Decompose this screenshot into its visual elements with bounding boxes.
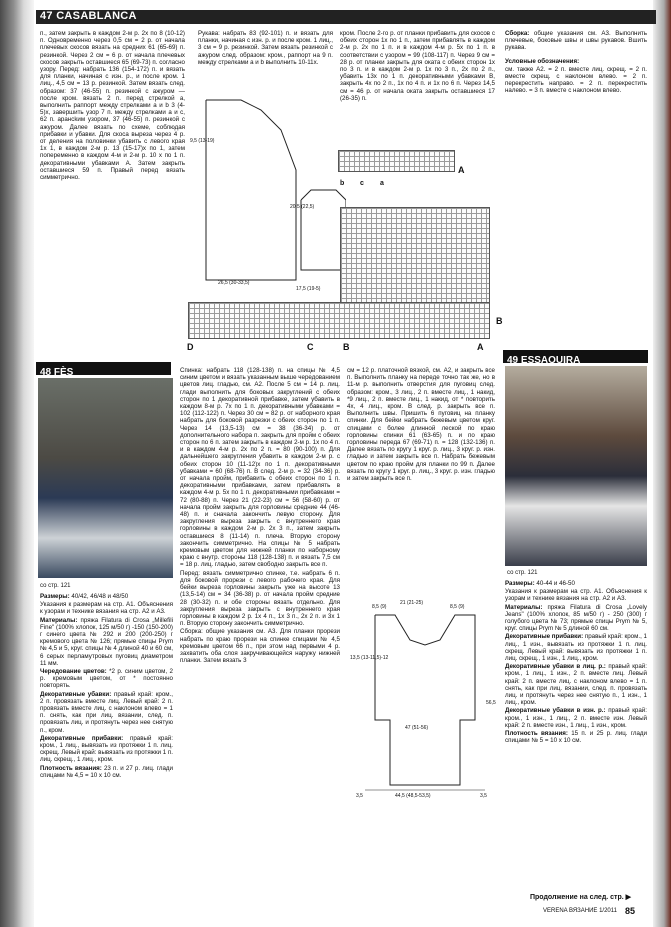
gauge-label-49: Плотность вязания:	[505, 730, 568, 738]
fes-dim-2: 21 (21-25)	[400, 600, 424, 606]
chart-arrow-b: b	[340, 180, 345, 187]
materials-48: пряжа Filatura di Crosa „Millefili Fine" (100% хлопок, 125 м/50 г) -150 (150-200) г синего цвета № 292 и 200 (200-250) г кремового цвета № 126; прямые спицы Prym № 4,5 и 5, круг. спицы № 4 длиной 40 и 60 см, 6 серых перламутровых пуговиц диаметром 11 мм.	[40, 616, 173, 667]
pattern-chart-big	[340, 207, 490, 309]
section47-col3	[340, 30, 495, 103]
photo-caption-49: со стр. 121	[507, 570, 538, 576]
section47-col3-text: кром. После 2-го р. от планки прибавить для скосов с обеих сторон 1х по 1 п., затем прибавлять в каждом 2-м р. 2х по 1 п. и в каждом 4-м р. 5х по 1 п. в соответствии с узором = 99 (108-117) п. Через 9 см = 28 р. от планки закрыть для оката с обеих сторон 1х по 3 п. и в каждом 2-м р. 1х по 3 п., 2х по 2 п., убавить 13х по 1 п. декоративными убавками В, закрыть 4х по 2 п., 1х по 4 п. и 1х по 6 п. Через 14,5 см = 46 р. от начала оката закрыть оставшиеся 17 (26-35) п.	[340, 30, 495, 102]
assembly-text: общие указания см. А3. Выполнить плечевые, боковые швы и швы рукавов. Вшить рукава.	[505, 30, 647, 52]
fes-dim-9: 3,5	[480, 793, 487, 799]
color-48: *2 р. синим цветом, 2 р. кремовым цветом, от * постоянно повторять.	[40, 668, 173, 690]
book-spine-shadow	[0, 0, 34, 927]
sizes-48: 40/42, 46/48 и 48/50	[71, 593, 129, 600]
note-49: Указания к размерам на стр. А1. Объяснения к узорам и технике вязания на стр. А2 и А3.	[505, 588, 647, 603]
fes-dim-5: 47 (51-56)	[405, 725, 429, 731]
inc-48: правый край: кром., 1 лиц., вывязать из протяжки 1 п. лиц. скрещ. Левый край: вывязать из протяжки 1 п. лиц. скрещ., 1 лиц., кром.	[40, 734, 173, 764]
gauge-49: 15 п. и 25 р. лиц. глади спицами № 5 = 10 х 10 см.	[505, 730, 647, 745]
section48-col3-text: см = 12 р. платочной вязкой, см. А2, и закрыть все п. Выполнить планку на переде точно так же, но в 11-м р. выполнить отверстия для пуговиц след. образом: кром., 3 лиц., 2 п. вместе лиц., 1 накид, *9 лиц., 2 п. вместе лиц., 1 накид, от * повторить 4х, 4 лиц., кром. В след. р. закрыть все п. Выполнить швы. Пришить 6 пуговиц на планку спинки. Для бейки набрать бежевым цветом круг. спицами с более длинной леской по краю горловины спинки 61 (63-65) п. и по краю горловины переда 67 (69-71) п. = 128 (132-136) п. Далее вязать по кругу 1 круг. р. лиц., 3 круг. р. изн. гладью и затем закрыть все п. Набрать бежевым цветом по краю пройм для планки по 99 п. Далее вязать по кругу 1 круг. р. лиц., 3 круг. р. изн. гладью и затем закрыть все п.	[347, 367, 495, 483]
materials-49: пряжа Filatura di Crosa „Lovely Jeans" (100% хлопок, 85 м/50 г) - 250 (300) г голубого цвета № 73; прямые спицы Prym № 5, круг. спицы Prym № 5 длиной 60 см.	[505, 603, 647, 633]
section48-col2-text: Спинка: набрать 118 (128-138) п. на спицы № 4,5 синим цветом и вязать указанным выше чередованием цветов лиц. гладью, см. А2. После 5 см = 14 р. лиц. глади выполнить для боковых закруглений с обеих сторон по 1 декоративной прибавке, затем убавить в каждом 8-м р. 7х по 1 п. декоративными убавками = 102 (112-122) п. Через 30 см = 82 р. от наборного края набрать для боковой разрезки с обеих сторон по 1 п. Через 14 (13,5-13) см = 38 (36-34) р. от дополнительного набора п. закрыть для пройм с обеих сторон по 6 п. затем закрыть в каждом 2-м р. 1х по 4 п. и в каждом 4-м р. 2х по 2 п. = 80 (90-100) п. Для дальнейшего закругления убавить в каждом 2-м р. с обеих сторон 10 (11-12)х по 1 п. декоративными убавками = 60 (68-76) п. В след. 2-м р. = 32 (34-36) р. от начала пройм, прибавить с обеих сторон по 1 п. декоративными прибавками, затем прибавлять в каждом 4-м р. 5х по 1 п. декоративными прибавками = 72 (80-88) п. Через 21 (22-23) см = 56 (58-60) р. от начала пройм закрыть для горловины средние 44 (46-48) п. и сначала закончить левую сторону. Для закругления выреза закрыть с внутреннего края горловины в каждом 2-м р. 2х 3 п., затем закрыть оставшиеся 8 (11-14) п. плеча. Вторую сторону закончить симметрично. На спицы № 5 набрать кремовым цветом для нижней планки по наборному краю с внутр. стороны 118 (128-138) п. и вязать 7,5 см = 18 р. лиц. гладью, затем свободно закрыть все п.	[180, 367, 340, 569]
dim-label-1: 9,5 (13-19)	[190, 138, 215, 144]
materials-label-49: Материалы:	[505, 603, 543, 611]
sizes-label-49: Размеры:	[505, 580, 535, 587]
section47-col2	[198, 30, 333, 67]
dec2-label-49: Декоративные убавки в изн. р.:	[505, 707, 606, 715]
section47-col1	[40, 30, 185, 182]
dec1-label-49: Декоративные убавки в лиц. р.:	[505, 663, 606, 671]
section47-col4	[505, 30, 647, 96]
inc-49: правый край: кром., 1 лиц., 1 изн., вывязать из протяжки 1 п. лиц. скрещ. Левый край: вывязать из протяжки 1 п. лиц. скрещ., 1 изн., 1 лиц., кром.	[505, 633, 647, 663]
fes-dim-1: 8,5 (9)	[372, 604, 387, 610]
sizes-label-48: Размеры:	[40, 593, 70, 600]
pattern-chart-bottom	[188, 302, 490, 339]
fes-dim-7: 44,5 (48,5-53,5)	[395, 793, 431, 799]
gauge-label-48: Плотность вязания:	[40, 764, 102, 772]
section49-col	[505, 580, 647, 745]
photo-caption-48: со стр. 121	[40, 583, 71, 589]
legend-title: Условные обозначения:	[505, 57, 580, 65]
materials-label-48: Материалы:	[40, 616, 78, 624]
chart-label-C: C	[307, 342, 314, 352]
model-photo-49	[505, 366, 647, 566]
chart-label-B2: B	[343, 342, 350, 352]
dim-label-5: 20,5 (22,5)	[290, 204, 315, 210]
section48-col1	[40, 593, 173, 780]
section47-col1-text: п., затем закрыть в каждом 2-м р. 2х по 8 (10-12) п. Одновременно через 0,5 см = 2 р. от начала плечевых скосов вязать на средних 61 (65-69) п. резинкой. Через 2 см = 6 р. от начала плечевых скосов закрыть оставшиеся 65 (69-73) п. согласно узору. Перед: набрать 136 (154-172) п. и вязать для планки, начиная с изн. р., и после кром. 1 лиц., 4,5 см = 13 р. резинкой. Затем вязать след. образом: 37 (46-55) п. резинкой с ажуром — после кром. вязать 2 п. перед стрелкой а, выполнить раппорт между стрелками а и b 3 (4-5)х, завершить узор 7 п. между стрелками а и с, 62 п. арансkим узором, 37 (46-55) п. резинкой с ажуром. Далее вязать по схеме, соблюдая прибавки и убавки. Для скоса выреза через 4 р. от деления на половинки убавить с левого края 1х 1, в каждом 2-м р. 13 (15-17)х по 1, затем попеременно в каждом 4-м и 2-м р. 10 х по 1 п. декоративными убавками А. Затем закрыть оставшиеся 59 п. Правый перед вязать симметрично.	[40, 30, 185, 182]
legend-text: см. также А2. = 2 п. вместе лиц. скрещ. = 2 п. вместе скрещ. с наклоном влево. = 2 п. перекрестить направо. = 2 п. перекрестить налево. = 3 п. вместе с наклоном влево.	[505, 65, 647, 95]
fes-schematic	[345, 600, 505, 800]
dec2-49: правый край: кром., 1 изн., 1 лиц., 2 п. вместе изн. Левый край: 2 п. вместе изн., 1 лиц., 1 изн., кром.	[505, 707, 647, 729]
chart-label-A2: A	[477, 342, 484, 352]
fes-dim-4: 13,5 (13-11,5)-12	[350, 655, 389, 661]
inc-label-49: Декоративные прибавки:	[505, 633, 584, 641]
color-label-48: Чередование цветов:	[40, 668, 107, 676]
dim-label-6: 17,5 (19-5)	[296, 286, 321, 292]
chart-label-B: B	[496, 316, 503, 326]
model-photo-48	[38, 378, 173, 578]
section48-col3	[347, 367, 495, 483]
assembly-label: Сборка:	[505, 30, 530, 37]
dec1-49: правый край: кром., 1 лиц., 1 изн., 2 п. вместе лиц. Левый край: 2 п. вместе лиц. с наклоном влево = 1 п. снять, как при лиц. вязании, след. п. провязать лиц. и протянуть через нее снятую п., 1 изн., 1 лиц., кром.	[505, 663, 647, 707]
section48-col2b-text: Перед: вязать симметрично спинке, т.е. набрать 6 п. для боковой прорези с левого рабочего края. Для бейки выреза горловины закрыть уже на высоте 13 (13,5-14) см = 34 (36-38) р. от начала пройм средние 28 (30-32) п. и обе стороны вязать отдельно. Для закругления выреза закрыть с внутреннего края горловины в каждом 2 р. 1х 4 п., 1х 3 п., 2х 2 п. и 3х 1 п. Вторую сторону закончить симметрично.	[180, 569, 340, 628]
dec-48: правый край: кром., 2 п. провязать вместе лиц. Левый край: 2 п. провязать вместе лиц. с наклоном влево = 1 п. снять, как при лиц. вязании, след. п. провязать лиц. и протянуть через нее снятую п., кром.	[40, 690, 173, 734]
section48-col2	[180, 367, 340, 665]
dim-label-3: 26,5 (30-33,5)	[218, 280, 250, 286]
section-title-48: 48 FÈS	[40, 367, 74, 378]
casablanca-schematic	[186, 90, 346, 300]
gauge-48: 23 п. и 27 р. лиц. глади спицами № 4,5 = 10 х 10 см.	[40, 764, 173, 779]
page-number: 85	[625, 906, 636, 916]
chart-label-A: A	[458, 165, 465, 175]
note-48: Указания к размерам на стр. А1. Объяснения к узорам и технике вязания на стр. А2 и А3.	[40, 601, 173, 616]
section47-col2-text: Рукава: набрать 83 (92-101) п. и вязать для планки, начиная с изн. р. и после кром. 1 лиц., 3 см = 9 р. резинкой. Затем вязать резинкой с ажуром след. образом: кром., раппорт на 9 п. между стрелками а и b выполнить 10-11х.	[198, 30, 333, 66]
fes-dim-6: 56,5	[486, 700, 496, 706]
pattern-chart-a	[338, 150, 455, 172]
footer-brand: VERENA ВЯЗАНИЕ 1/2011	[543, 908, 617, 914]
sizes-49: 40-44 и 46-50	[536, 580, 575, 587]
continue-link[interactable]: Продолжение на след. стр. ▶	[530, 894, 632, 901]
fes-dim-3: 8,5 (9)	[450, 604, 465, 610]
section48-col2c-text: Сборка: общие указания см. А3. Для планки прорези набрать по краю прорези на спинке спицами № 4,5 кремовым цветом 66 п., при этом над первыми 4 р. захватить оба слоя закручивающейся наружу нижней планки. Затем вязать 3	[180, 628, 340, 665]
chart-arrow-c: c	[360, 180, 364, 187]
section-bar-49	[503, 350, 648, 366]
section-bar-48	[36, 362, 171, 378]
fes-dim-8: 3,5	[356, 793, 363, 799]
chart-arrow-a: a	[380, 180, 384, 187]
chart-label-D: D	[187, 342, 194, 352]
section-title-49: 49 ESSAOUIRA	[507, 355, 581, 366]
section-title-47: 47 CASABLANCA	[40, 10, 137, 22]
page-edge-right	[653, 0, 671, 927]
dec-label-48: Декоративные убавки:	[40, 690, 112, 698]
inc-label-48: Декоративные прибавки:	[40, 734, 124, 742]
